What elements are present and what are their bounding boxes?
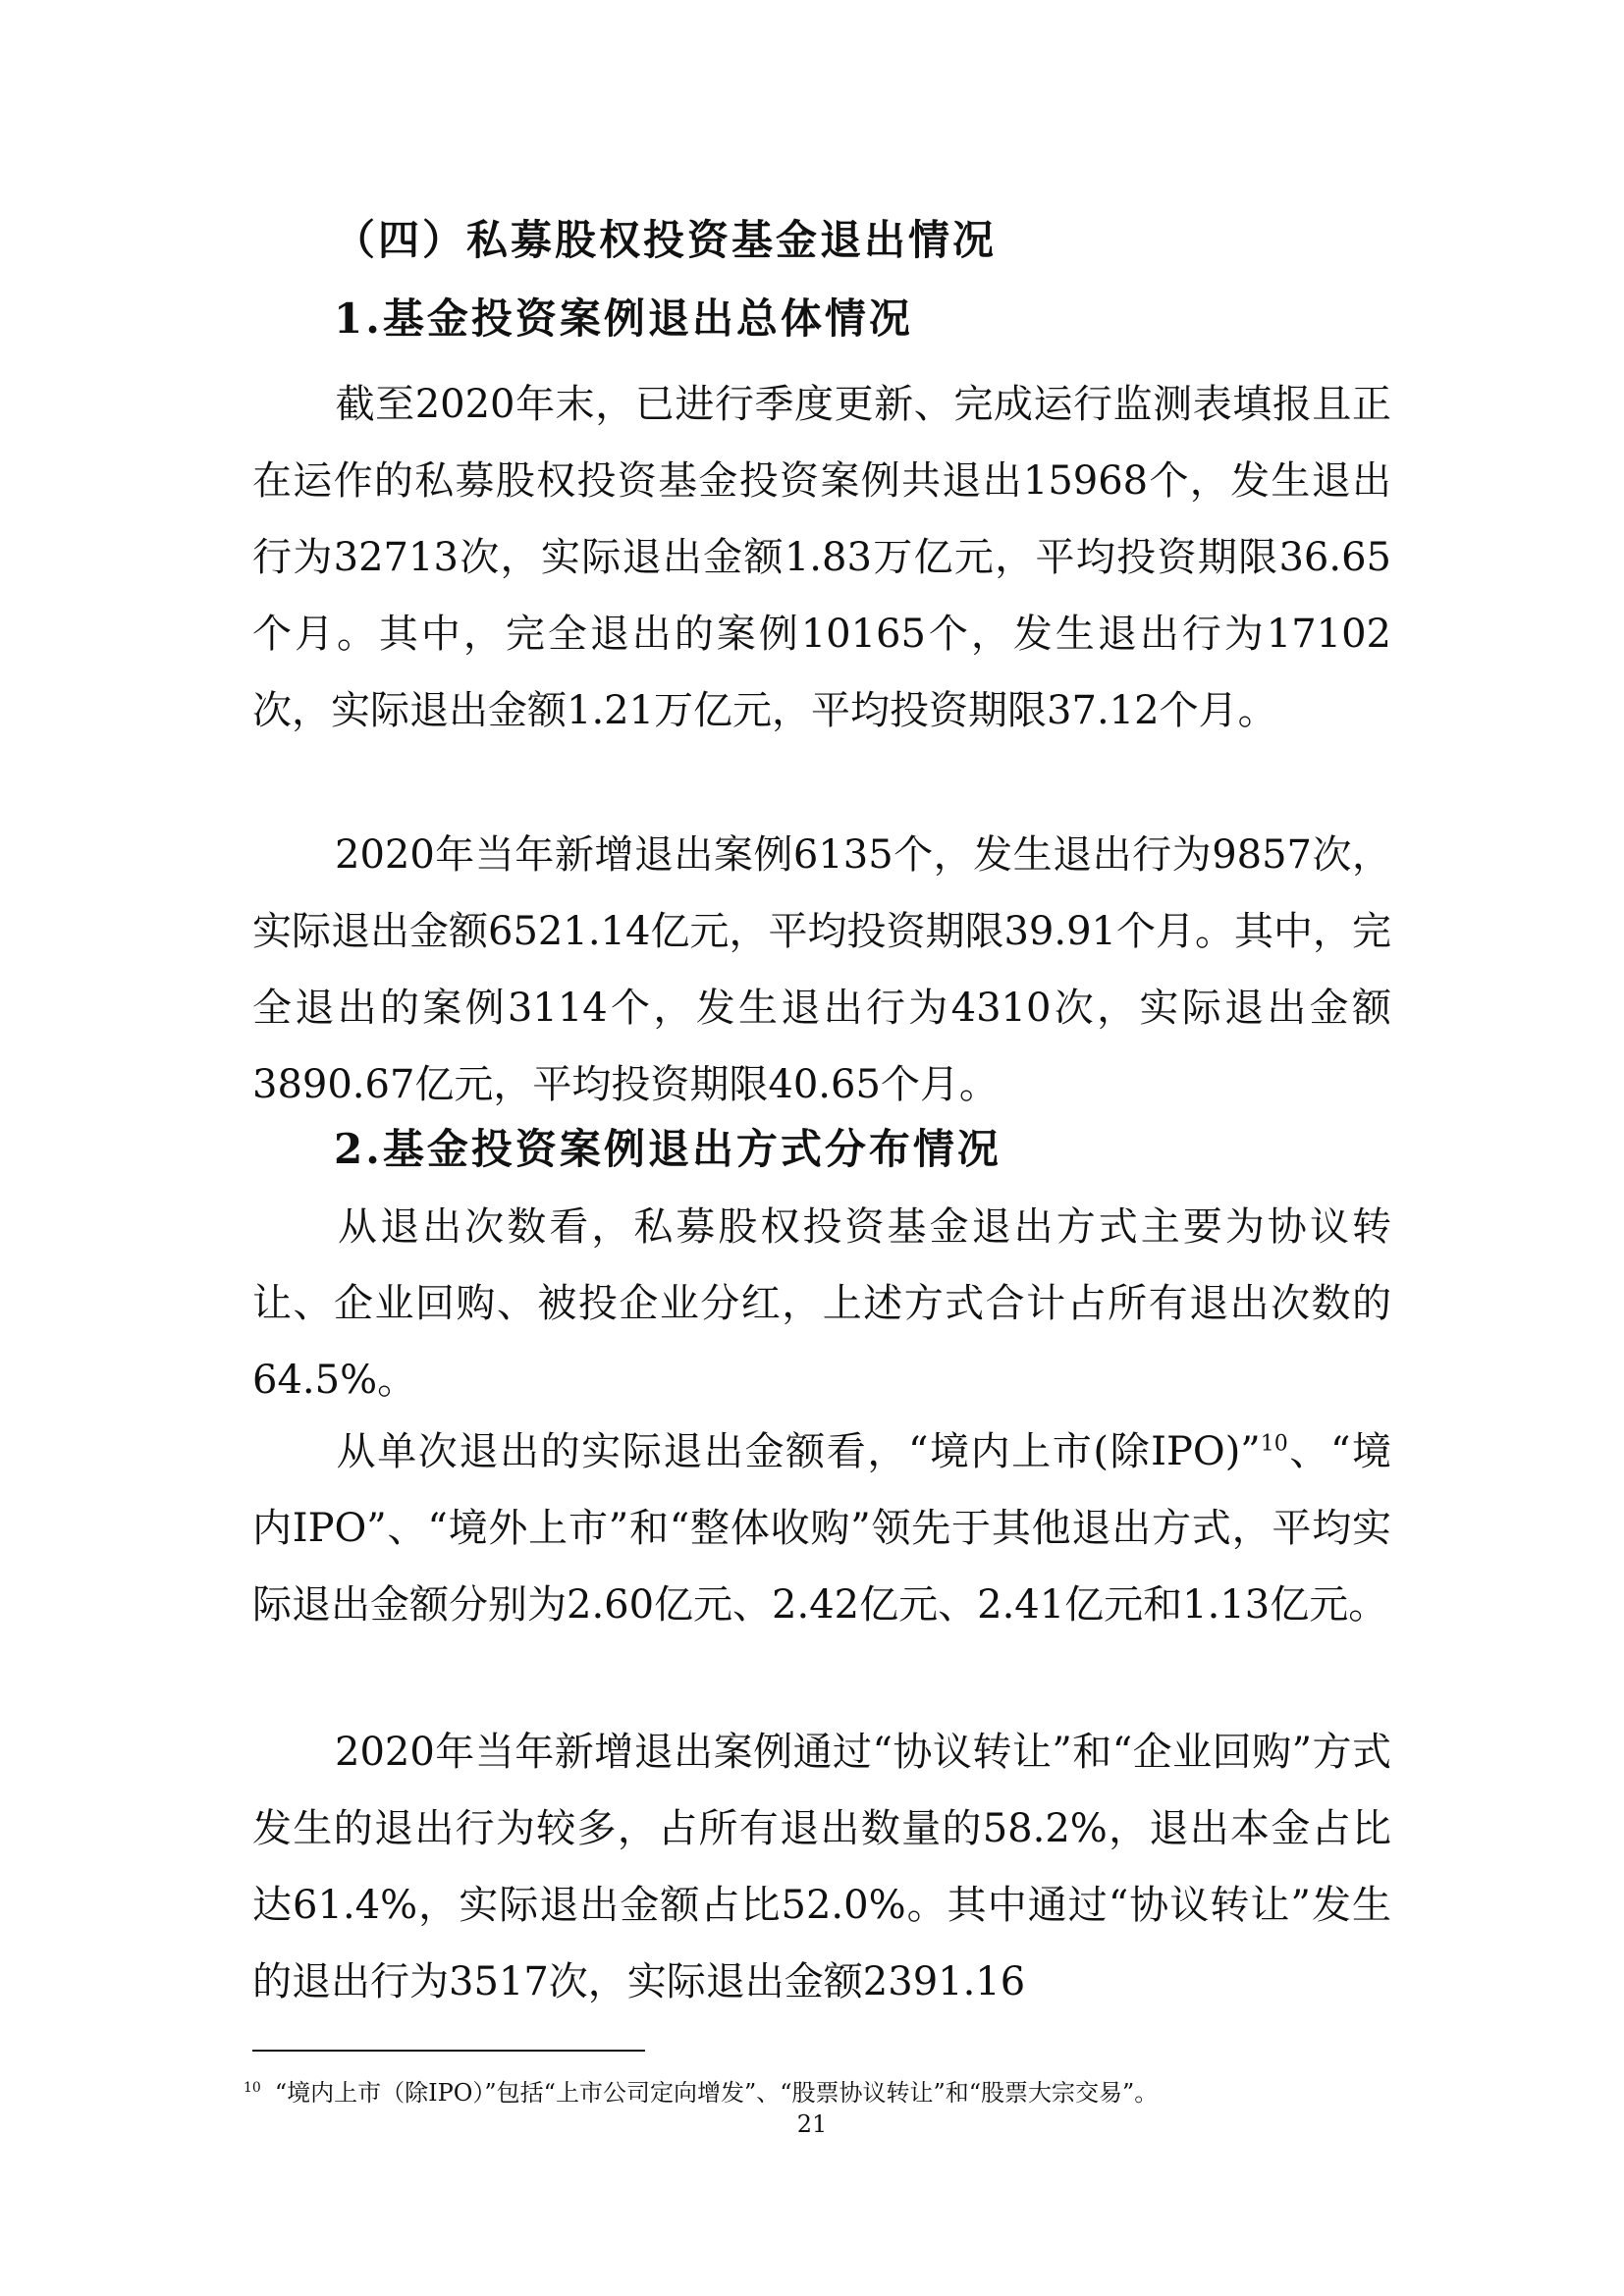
subsection-title-1: 1.基金投资案例退出总体情况 xyxy=(334,294,913,343)
paragraph-4 xyxy=(252,1414,1391,1643)
paragraph-5 xyxy=(252,1714,1391,2020)
paragraph-2 xyxy=(252,817,1391,1123)
paragraph-3-text: 从退出次数看，私募股权投资基金退出方式主要为协议转让、企业回购、被投企业分红，上述方式合计占所有退出次数的64.5%。 xyxy=(252,1204,1391,1403)
footnote-number: 10 xyxy=(244,2080,261,2096)
footnote xyxy=(244,2073,1158,2108)
paragraph-1-text: 截至2020年末，已进行季度更新、完成运行监测表填报且正在运作的私募股权投资基金投资案例共退出15968个，发生退出行为32713次，实际退出金额1.83万亿元，平均投资期限36.65个月。其中，完全退出的案例10165个，发生退出行为17102次，实际退出金额1.21万亿元，平均投资期限37.12个月。 xyxy=(252,382,1391,733)
paragraph-4-text-a: 从单次退出的实际退出金额看，“境内上市(除IPO)” xyxy=(335,1429,1261,1474)
paragraph-5-text: 2020年当年新增退出案例通过“协议转让”和“企业回购”方式发生的退出行为较多，占所有退出数量的58.2%，退出本金占比达61.4%，实际退出金额占比52.0%。其中通过“协议转让”发生的退出行为3517次，实际退出金额2391.16 xyxy=(252,1730,1391,2004)
footnote-separator xyxy=(252,2050,645,2052)
paragraph-3 xyxy=(252,1189,1391,1418)
subsection-title-2: 2.基金投资案例退出方式分布情况 xyxy=(334,1125,1001,1173)
paragraph-2-text: 2020年当年新增退出案例6135个，发生退出行为9857次，实际退出金额6521.14亿元，平均投资期限39.91个月。其中，完全退出的案例3114个，发生退出行为4310次，实际退出金额3890.67亿元，平均投资期限40.65个月。 xyxy=(252,832,1391,1107)
footnote-ref[interactable]: 10 xyxy=(1260,1431,1288,1457)
section-title: （四）私募股权投资基金退出情况 xyxy=(334,216,998,264)
page-number: 21 xyxy=(796,2110,828,2138)
paragraph-4-text-b: 、“境内IPO”、“境外上市”和“整体收购”领先于其他退出方式，平均实际退出金额分别为2.60亿元、2.42亿元、2.41亿元和1.13亿元。 xyxy=(252,1429,1391,1628)
footnote-text: “境内上市（除IPO）”包括“上市公司定向增发”、“股票协议转让”和“股票大宗交易”。 xyxy=(274,2079,1159,2107)
paragraph-1 xyxy=(252,366,1391,749)
